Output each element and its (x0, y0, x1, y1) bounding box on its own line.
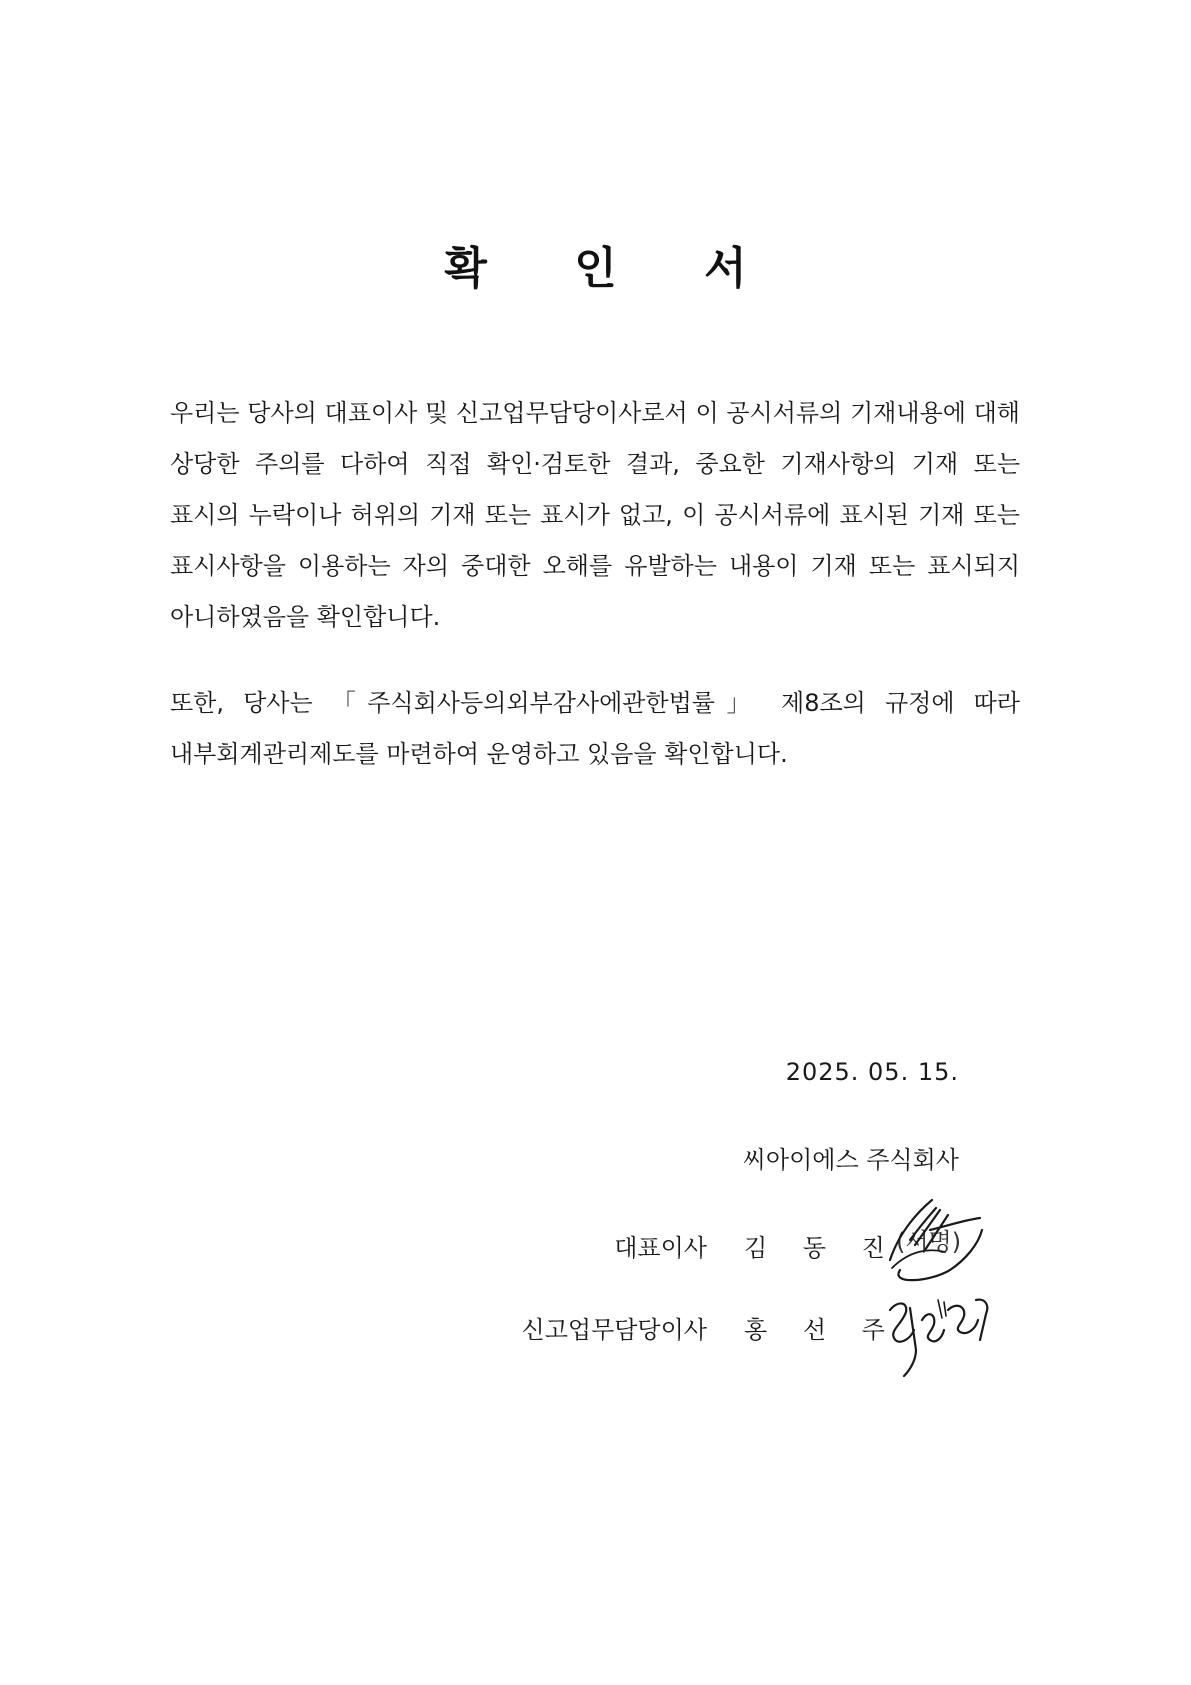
document-date: 2025. 05. 15. (785, 1058, 959, 1086)
ceo-signature (870, 1190, 990, 1290)
internal-control-paragraph: 또한, 당사는 「주식회사등의외부감사에관한법률」 제8조의 규정에 따라 내부회계관리제도를 마련하여 운영하고 있음을 확인합니다. (170, 689, 1020, 768)
ceo-name: 김 동 진 (744, 1234, 899, 1262)
ceo-signature-placeholder: (서명) (896, 1228, 962, 1256)
document-title: 확 인 서 (444, 243, 783, 294)
cfo-signature (880, 1280, 1000, 1390)
cfo-name: 홍 선 주 (744, 1316, 899, 1344)
ceo-role-label: 대표이사 (614, 1234, 707, 1262)
confirmation-paragraph: 우리는 당사의 대표이사 및 신고업무담당이사로서 이 공시서류의 기재내용에 대해 상당한 주의를 다하여 직접 확인·검토한 결과, 중요한 기재사항의 기재 또는 표시의 누락이나 허위의 기재 또는 표시가 없고, 이 공시서류에 표시된 기재 또는 표시사항을 이용하는 자의 중대한 오해를 유발하는 내용이 기재 또는 표시되지 아니하였음을 확인합니다. (170, 399, 1020, 631)
cfo-role-label: 신고업무담당이사 (521, 1316, 707, 1344)
company-name: 씨아이에스 주식회사 (742, 1146, 959, 1174)
